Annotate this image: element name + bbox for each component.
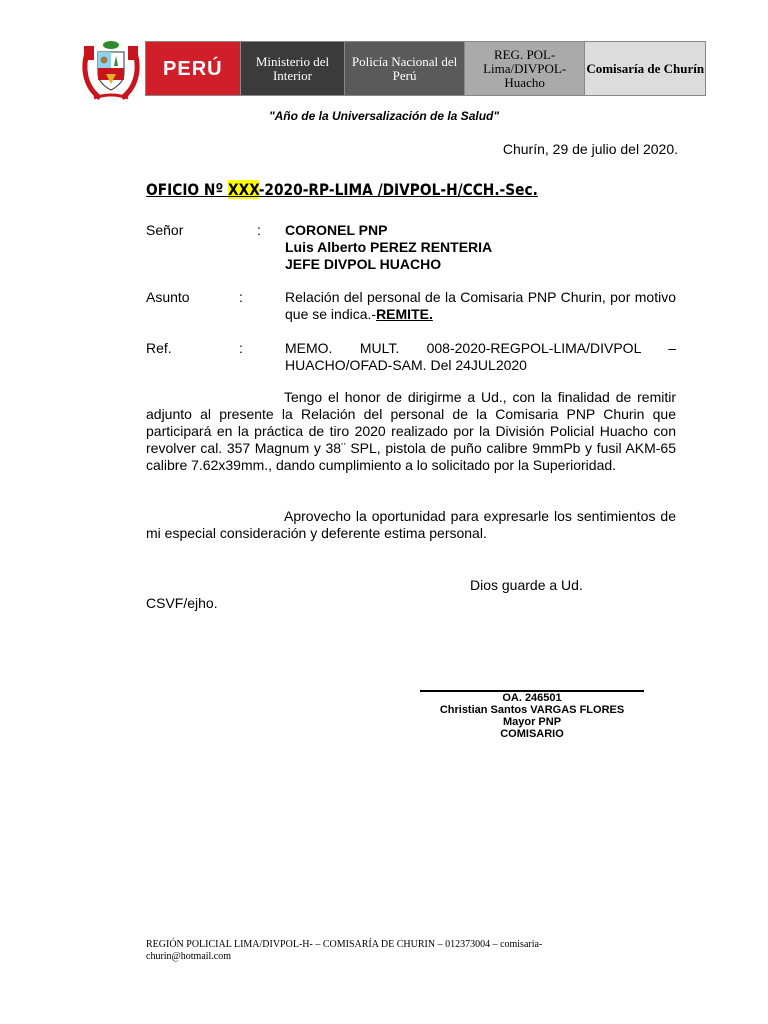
header-region: REG. POL- Lima/DIVPOL- Huacho (465, 42, 586, 95)
year-motto: "Año de la Universalización de la Salud" (268, 109, 500, 123)
signature-name: Christian Santos VARGAS FLORES (439, 704, 625, 716)
reference-text: MEMO. MULT. 008-2020-REGPOL-LIMA/DIVPOL – HUACHO/OFAD-SAM. Del 24JUL2020 (285, 340, 676, 373)
body-paragraph-1: Tengo el honor de dirigirme a Ud., con la finalidad de remitir adjunto al presente la Relación del personal de la Comisaria PNP Churin que participará en la práctica de tiro 2020 realizado por la División Policial Huacho con revolver cal. 357 Magnum y 38¨ SPL, pistola de puño calibre 9mmPb y fusil AKM-65 calibre 7.62x39mm., dando cumplimiento a lo solicitado por la Superioridad. (146, 389, 676, 473)
subject-label: Asunto (146, 289, 190, 305)
header-policia: Policía Nacional del Perú (345, 42, 465, 95)
oficio-number (146, 180, 538, 199)
oficio-suffix: -2020-RP-LIMA /DIVPOL-H/CCH.-Sec. (258, 180, 538, 199)
recipient-line-2: Luis Alberto PEREZ RENTERIA (285, 239, 493, 255)
header-peru: PERÚ (146, 42, 241, 95)
page-footer: REGIÓN POLICIAL LIMA/DIVPOL-H- – COMISARÍA DE CHURIN – 012373004 – comisaria-churin@hotmail.com (146, 939, 543, 962)
initials: CSVF/ejho. (146, 595, 218, 611)
oficio-placeholder-highlight: XXX (227, 180, 259, 199)
reference-label: Ref. (146, 340, 172, 356)
recipient-line-1: CORONEL PNP (285, 222, 388, 238)
header-comisaria: Comisaría de Churín (585, 42, 705, 95)
body-paragraph-2: Aprovecho la oportunidad para expresarle los sentimientos de mi especial consideración y deferente estima personal. (146, 508, 676, 541)
header-ministerio: Ministerio del Interior (241, 42, 346, 95)
reference-colon: : (239, 340, 243, 356)
oficio-prefix: OFICIO Nº (146, 180, 228, 199)
recipient-colon: : (257, 222, 261, 238)
subject-text (285, 289, 676, 323)
header-band (145, 41, 706, 96)
letter-date: Churín, 29 de julio del 2020. (502, 141, 678, 157)
subject-body: Relación del personal de la Comisaria PNP Churin, por motivo que se indica.- (285, 289, 676, 322)
signature-role: COMISARIO (500, 728, 564, 740)
signature-block (420, 692, 644, 740)
subject-colon: : (239, 289, 243, 305)
closing-salutation: Dios guarde a Ud. (470, 577, 583, 593)
signature-rank: Mayor PNP (502, 716, 562, 728)
coat-of-arms-emblem (78, 38, 144, 104)
subject-remite: REMITE. (376, 306, 433, 322)
signature-oa: OA. 246501 (502, 692, 562, 704)
recipient-label: Señor (146, 222, 184, 238)
recipient-line-3: JEFE DIVPOL HUACHO (285, 256, 442, 272)
